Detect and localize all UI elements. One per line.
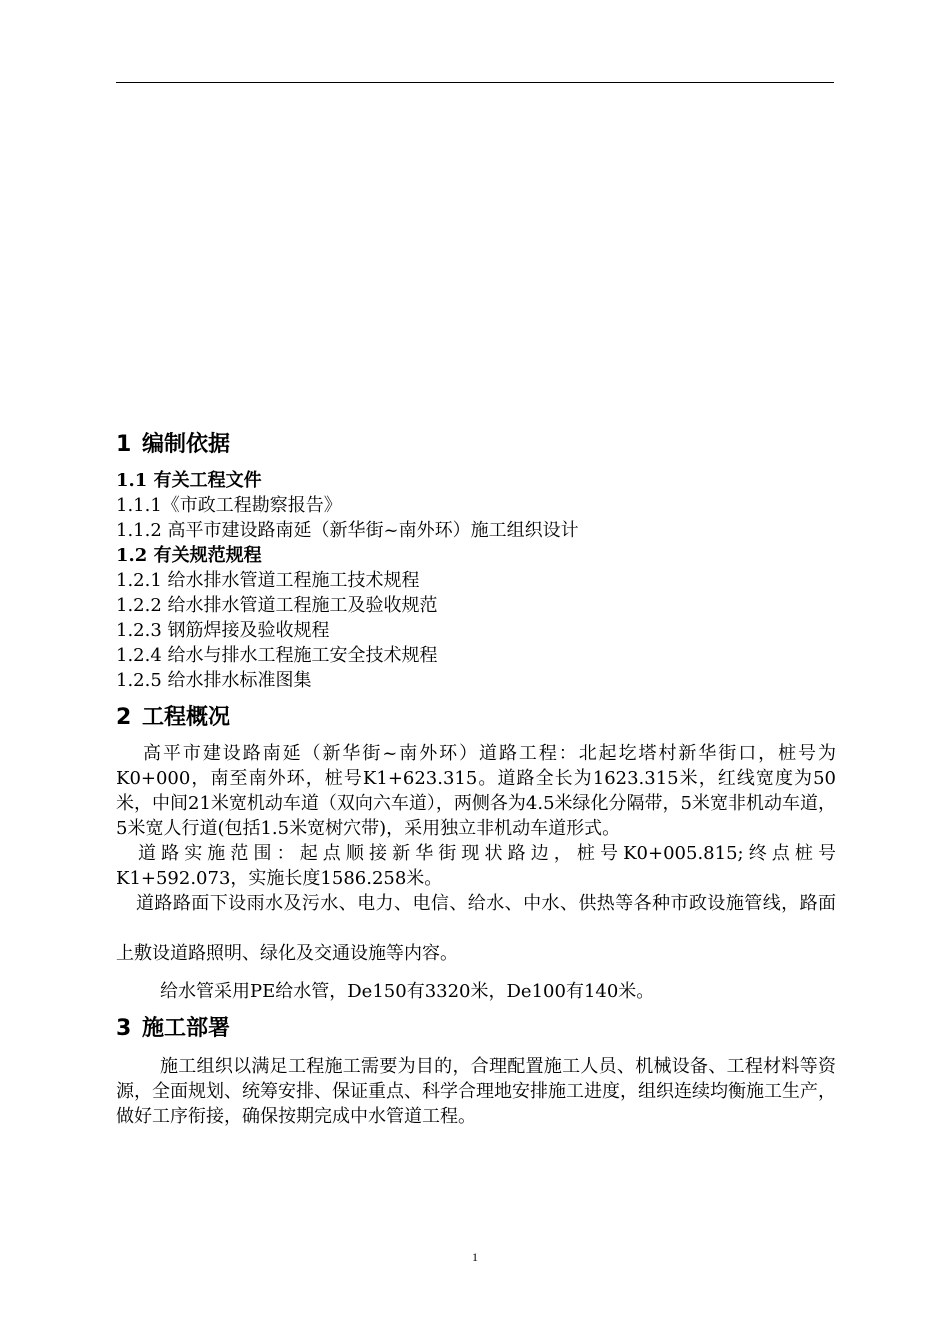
section-1-heading — [116, 430, 836, 460]
section-3-title: 施工部署 — [142, 1016, 231, 1041]
subsection-1-1-number: 1.1 — [116, 470, 148, 491]
section-1-number: 1 — [116, 432, 132, 457]
list-item: 1.2.2 给水排水管道工程施工及验收规范 — [116, 595, 438, 616]
subsection-1-2-heading — [116, 543, 836, 568]
paragraph: 高平市建设路南延（新华街~南外环）道路工程：北起圪塔村新华街口，桩号为K0+000，南至南外环，桩号K1+623.315。道路全长为1623.315米，红线宽度为50米，中间21米宽机动车道（双向六车道），两侧各为4.5米绿化分隔带，5米宽非机动车道，5米宽人行道(包括1.5米宽树穴带)，采用独立非机动车道形式。 — [116, 743, 836, 839]
paragraph: 道路路面下设雨水及污水、电力、电信、给水、中水、供热等各种市政设施管线，路面上敷设道路照明、绿化及交通设施等内容。 — [116, 893, 836, 964]
subsection-1-2-number: 1.2 — [116, 545, 148, 566]
paragraph: 道路实施范围：起点顺接新华街现状路边，桩号K0+005.815;终点桩号K1+592.073，实施长度1586.258米。 — [116, 843, 836, 889]
section-2-heading — [116, 703, 836, 733]
list-item: 1.2.3 钢筋焊接及验收规程 — [116, 620, 330, 641]
section-3-heading — [116, 1014, 836, 1044]
list-item: 1.2.4 给水与排水工程施工安全技术规程 — [116, 645, 438, 666]
section-2-title: 工程概况 — [142, 705, 231, 730]
subsection-1-2-title: 有关规范规程 — [153, 545, 262, 566]
list-item: 1.2.1 给水排水管道工程施工技术规程 — [116, 570, 420, 591]
list-item: 1.1.2 高平市建设路南延（新华街~南外环）施工组织设计 — [116, 520, 579, 541]
subsection-1-1-heading — [116, 468, 836, 493]
page-number: 1 — [472, 1250, 478, 1264]
paragraph: 施工组织以满足工程施工需要为目的，合理配置施工人员、机械设备、工程材料等资源，全面规划、统筹安排、保证重点、科学合理地安排施工进度，组织连续均衡施工生产，做好工序衔接，确保按期完成中水管道工程。 — [116, 1056, 836, 1127]
list-item: 1.2.5 给水排水标准图集 — [116, 670, 312, 691]
subsection-1-1-title: 有关工程文件 — [153, 470, 262, 491]
section-3-number: 3 — [116, 1016, 132, 1041]
section-2-number: 2 — [116, 705, 132, 730]
list-item: 1.1.1《市政工程勘察报告》 — [116, 495, 342, 516]
header-rule — [116, 82, 834, 83]
paragraph: 给水管采用PE给水管，De150有3320米，De100有140米。 — [160, 981, 655, 1002]
document-body — [116, 430, 836, 1129]
section-1-title: 编制依据 — [142, 432, 231, 457]
